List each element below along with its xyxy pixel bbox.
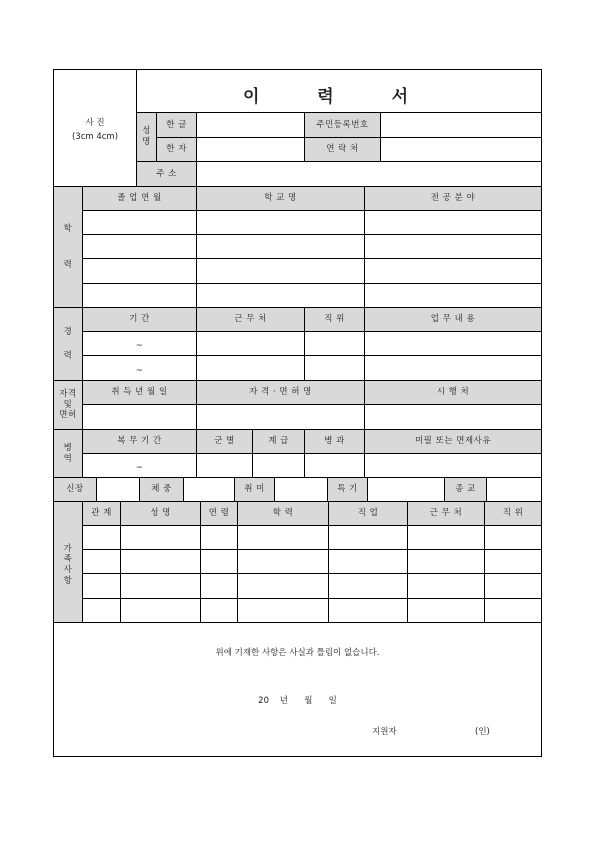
weight-field[interactable]: [183, 477, 235, 502]
family-row-1-relation[interactable]: [82, 525, 121, 550]
edu-col-graduation: 졸 업 연 월: [82, 186, 197, 211]
education-label-1: 학: [63, 223, 73, 234]
edu-row-3-major[interactable]: [364, 258, 542, 284]
military-row-1-period[interactable]: [82, 453, 197, 478]
family-row-1-age[interactable]: [200, 525, 238, 550]
declaration-date: 20 년 월 일: [258, 696, 337, 706]
career-col-period: 기 간: [82, 307, 197, 332]
license-col-issuer: 시 행 처: [364, 380, 542, 405]
edu-row-4-graduation[interactable]: [82, 283, 197, 308]
family-row-3-workplace[interactable]: [407, 573, 485, 599]
family-row-2-age[interactable]: [200, 549, 238, 574]
family-row-3-age[interactable]: [200, 573, 238, 599]
hangul-label: 한 글: [156, 112, 197, 138]
family-row-2-relation[interactable]: [82, 549, 121, 574]
family-col-job: 직 업: [328, 501, 408, 526]
weight-label: 체 중: [139, 477, 184, 502]
edu-row-2-school[interactable]: [196, 234, 365, 259]
family-row-2-workplace[interactable]: [407, 549, 485, 574]
career-row-2-duties[interactable]: [364, 355, 542, 381]
header-area: [136, 69, 542, 113]
height-label: 신장: [53, 477, 97, 502]
family-row-1-job[interactable]: [328, 525, 408, 550]
height-field[interactable]: [96, 477, 140, 502]
skill-field[interactable]: [367, 477, 445, 502]
edu-row-3-school[interactable]: [196, 258, 365, 284]
license-label-2: 및: [63, 399, 73, 410]
license-label-1: 자격: [59, 389, 77, 400]
name-label-text: 성 명: [142, 126, 151, 147]
career-section-label: [53, 307, 83, 381]
military-row-1-exemption[interactable]: [364, 453, 542, 478]
family-col-relation: 관 계: [82, 501, 121, 526]
family-row-4-workplace[interactable]: [407, 598, 485, 623]
career-row-2-tilde: ~: [135, 365, 144, 376]
license-col-name: 자 격 · 면 허 명: [196, 380, 365, 405]
photo-box: [53, 69, 137, 187]
hobby-label: 취 미: [234, 477, 275, 502]
education-section-label: [53, 186, 83, 308]
hobby-field[interactable]: [274, 477, 328, 502]
career-col-position: 직 위: [304, 307, 365, 332]
career-row-1-duties[interactable]: [364, 331, 542, 356]
address-field[interactable]: [196, 161, 542, 187]
page-title: 이 력 서: [242, 87, 435, 107]
career-row-1-period[interactable]: [82, 331, 197, 356]
military-col-branch: 군 별: [196, 429, 253, 454]
family-row-3-relation[interactable]: [82, 573, 121, 599]
license-col-date: 취 득 년 월 일: [82, 380, 197, 405]
declaration-statement: 위에 기재한 사항은 사실과 틀림이 없습니다.: [215, 648, 380, 658]
family-row-4-age[interactable]: [200, 598, 238, 623]
family-row-3-education[interactable]: [237, 573, 329, 599]
education-label-2: 력: [63, 259, 73, 270]
family-row-4-education[interactable]: [237, 598, 329, 623]
career-label-2: 력: [63, 350, 73, 361]
career-row-1-tilde: ~: [135, 341, 144, 352]
family-row-1-name[interactable]: [120, 525, 201, 550]
military-col-period: 복 무 기 간: [82, 429, 197, 454]
family-row-1-workplace[interactable]: [407, 525, 485, 550]
family-row-1-position[interactable]: [484, 525, 542, 550]
edu-row-2-major[interactable]: [364, 234, 542, 259]
family-row-4-job[interactable]: [328, 598, 408, 623]
career-row-1-position[interactable]: [304, 331, 365, 356]
edu-row-4-school[interactable]: [196, 283, 365, 308]
family-label-1: 가: [63, 543, 73, 554]
family-col-name: 성 명: [120, 501, 201, 526]
career-row-2-position[interactable]: [304, 355, 365, 381]
career-col-duties: 업 무 내 용: [364, 307, 542, 332]
license-section-label: [53, 380, 83, 430]
military-row-1-rank[interactable]: [252, 453, 305, 478]
license-row-1-issuer[interactable]: [364, 404, 542, 430]
family-row-3-position[interactable]: [484, 573, 542, 599]
military-col-specialty: 병 과: [304, 429, 365, 454]
career-row-2-period[interactable]: [82, 355, 197, 381]
family-row-2-position[interactable]: [484, 549, 542, 574]
edu-row-3-graduation[interactable]: [82, 258, 197, 284]
family-col-workplace: 근 무 처: [407, 501, 485, 526]
resident-no-field[interactable]: [380, 112, 542, 138]
photo-label: 사 진: [85, 118, 105, 128]
seal-label: (인): [475, 727, 490, 737]
edu-row-2-graduation[interactable]: [82, 234, 197, 259]
edu-col-school: 학 교 명: [196, 186, 365, 211]
edu-row-4-major[interactable]: [364, 283, 542, 308]
family-col-age: 연 령: [200, 501, 238, 526]
contact-label: 연 락 처: [304, 137, 381, 162]
career-col-workplace: 근 무 처: [196, 307, 305, 332]
contact-field[interactable]: [380, 137, 542, 162]
declaration-area: [53, 622, 542, 757]
hangul-field[interactable]: [196, 112, 305, 138]
military-label-2: 역: [63, 453, 73, 464]
family-row-4-name[interactable]: [120, 598, 201, 623]
edu-row-1-school[interactable]: [196, 210, 365, 235]
family-row-4-position[interactable]: [484, 598, 542, 623]
skill-label: 특 기: [327, 477, 368, 502]
license-row-1-name[interactable]: [196, 404, 365, 430]
family-row-1-education[interactable]: [237, 525, 329, 550]
address-label: 주 소: [136, 161, 197, 187]
military-row-1-specialty[interactable]: [304, 453, 365, 478]
military-row-1-branch[interactable]: [196, 453, 253, 478]
career-row-1-workplace[interactable]: [196, 331, 305, 356]
hanja-label: 한 자: [156, 137, 197, 162]
family-section-label: [53, 501, 83, 623]
applicant-label: 지원자: [372, 727, 397, 737]
family-row-3-job[interactable]: [328, 573, 408, 599]
photo-size: (3cm 4cm): [71, 132, 119, 142]
family-row-3-name[interactable]: [120, 573, 201, 599]
military-col-rank: 계 급: [252, 429, 305, 454]
military-section-label: [53, 429, 83, 478]
edu-row-1-major[interactable]: [364, 210, 542, 235]
family-col-position: 직 위: [484, 501, 542, 526]
hanja-field[interactable]: [196, 137, 305, 162]
family-row-2-name[interactable]: [120, 549, 201, 574]
military-row-1-tilde: ~: [135, 463, 144, 474]
license-label-3: 면허: [59, 410, 77, 421]
family-row-4-relation[interactable]: [82, 598, 121, 623]
family-label-2: 족: [63, 554, 73, 565]
family-row-2-job[interactable]: [328, 549, 408, 574]
career-label-1: 경: [63, 326, 73, 337]
name-label: [136, 112, 157, 162]
military-col-exemption: 미필 또는 면제사유: [364, 429, 542, 454]
family-label-3: 사: [63, 565, 73, 575]
resident-no-label: 주민등록번호: [304, 112, 381, 138]
religion-label: 종 교: [444, 477, 487, 502]
family-label-4: 항: [63, 575, 73, 586]
license-row-1-date[interactable]: [82, 404, 197, 430]
family-row-2-education[interactable]: [237, 549, 329, 574]
military-label-1: 병: [63, 442, 73, 453]
edu-row-1-graduation[interactable]: [82, 210, 197, 235]
edu-col-major: 전 공 분 야: [364, 186, 542, 211]
religion-field[interactable]: [486, 477, 542, 502]
career-row-2-workplace[interactable]: [196, 355, 305, 381]
family-col-education: 학 력: [237, 501, 329, 526]
